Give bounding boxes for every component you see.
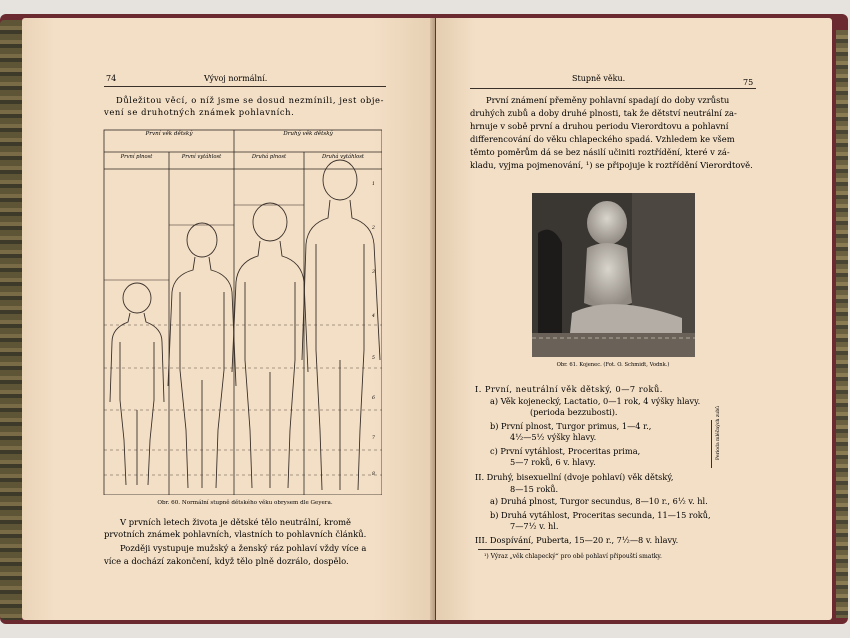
cover-marbled-edge-left <box>0 20 22 620</box>
photo-infant <box>532 193 695 357</box>
right-page-number: 75 <box>743 78 754 87</box>
list-item-I-c: c) První vytáhlost, Proceritas prima, <box>490 446 641 456</box>
list-item-II-b-cont: 7—7½ v. hl. <box>510 521 559 531</box>
list-item-II-cont: 8—15 roků. <box>510 484 559 494</box>
right-intro-line-5: těmto poměrům dá se bez násilí učiniti roztřídění, které v zá- <box>470 147 730 157</box>
left-body-line-2: prvotních známek pohlavních, vlastních to pohlavních článků. <box>104 529 367 539</box>
bracket-line <box>711 420 712 468</box>
right-intro-line-3: hrnuje v sobě první a druhou periodu Vierordtovu a pohlavní <box>470 121 729 131</box>
fig-scale-8: 8 <box>372 472 375 477</box>
right-intro-line-4: differencování do věku chlapeckého spadá. Vzhledem ke všem <box>470 134 735 144</box>
footnote-1: ¹) Výraz „věk chlapecký“ pro obě pohlaví připouští smatky. <box>484 553 662 560</box>
fig-sub-second-fullness: Druhá plnost <box>251 154 287 160</box>
list-item-I-a: a) Věk kojenecký, Lactatio, 0—1 rok, 4 výšky hlavy. <box>490 396 701 406</box>
left-intro-line-2: vení se druhotných známek pohlavních. <box>104 107 295 117</box>
list-item-I-b: b) První plnost, Turgor primus, 1—4 r., <box>490 421 652 431</box>
fig-header-second-age: Druhý věk dětský <box>283 131 333 137</box>
left-header-rule <box>104 86 386 87</box>
list-item-III: III. Dospívání, Puberta, 15—20 r., 7½—8 v. hlavy. <box>475 535 679 545</box>
fig-scale-5: 5 <box>372 356 375 361</box>
fig-sub-first-fullness: První plnost <box>120 154 153 160</box>
list-item-I-a-note: (perioda bezzubosti). <box>530 407 618 417</box>
right-intro-line-1: První známení přeměny pohlavní spadají do doby vzrůstu <box>486 95 730 105</box>
list-item-I-b-cont: 4½—5½ výšky hlavy. <box>510 432 597 442</box>
right-running-title: Stupně věku. <box>572 74 626 83</box>
figure-child-stages <box>82 110 382 495</box>
fig-sub-first-stretch: První vytáhlost <box>181 154 222 160</box>
cover-marbled-edge-right <box>836 30 848 618</box>
left-body-line-4: více a dochází zakončení, když tělo plně dozrálo, dospělo. <box>104 556 349 566</box>
fig-scale-4: 4 <box>372 314 375 319</box>
fig-header-first-age: První věk dětský <box>145 131 193 137</box>
bracket-note: Perioda mléčných zubů <box>716 405 721 460</box>
fig-scale-2: 2 <box>372 226 375 231</box>
left-page-number: 74 <box>106 74 117 83</box>
left-body-line-1: V prvních letech života je dětské tělo neutrální, kromě <box>120 517 352 527</box>
right-header-rule <box>470 88 756 89</box>
list-item-II: II. Druhý, bisexuellní (dvoje pohlaví) věk dětský, <box>475 472 674 482</box>
list-item-I-c-cont: 5—7 roků, 6 v. hlavy. <box>510 457 596 467</box>
list-item-II-a: a) Druhá plnost, Turgor secundus, 8—10 r., 6½ v. hl. <box>490 496 708 506</box>
right-intro-line-2: druhých zubů a doby druhé plnosti, tak že dětství neutrální za- <box>470 108 737 118</box>
list-item-I: I. První, neutrální věk dětský, 0—7 roků. <box>475 384 663 394</box>
fig-scale-7: 7 <box>372 436 375 441</box>
left-running-title: Vývoj normální. <box>204 74 268 83</box>
figure-60-caption: Obr. 60. Normální stupně dětského věku obrysem dle Geyera. <box>157 500 333 506</box>
fig-scale-1: 1 <box>372 182 375 187</box>
fig-sub-second-stretch: Druhá vytáhlost <box>322 154 364 160</box>
left-body-line-3: Později vystupuje mužský a ženský ráz pohlaví vždy více a <box>120 543 367 553</box>
fig-scale-3: 3 <box>372 270 375 275</box>
footnote-rule <box>478 549 530 550</box>
left-intro-line-1: Důležitou věcí, o níž jsme se dosud nezmínili, jest obje- <box>116 95 385 105</box>
infant-photo-drawing <box>532 193 695 357</box>
right-intro-line-6: kladu, vyjma pojmenování, ¹) se připojuje k roztřídění Vierordtově. <box>470 160 753 170</box>
fig-scale-6: 6 <box>372 396 375 401</box>
list-item-II-b: b) Druhá vytáhlost, Proceritas secunda, 11—15 roků, <box>490 510 711 520</box>
figure-61-caption: Obr. 61. Kojenec. (Fot. O. Schmidt, Vodnk.) <box>556 362 670 368</box>
